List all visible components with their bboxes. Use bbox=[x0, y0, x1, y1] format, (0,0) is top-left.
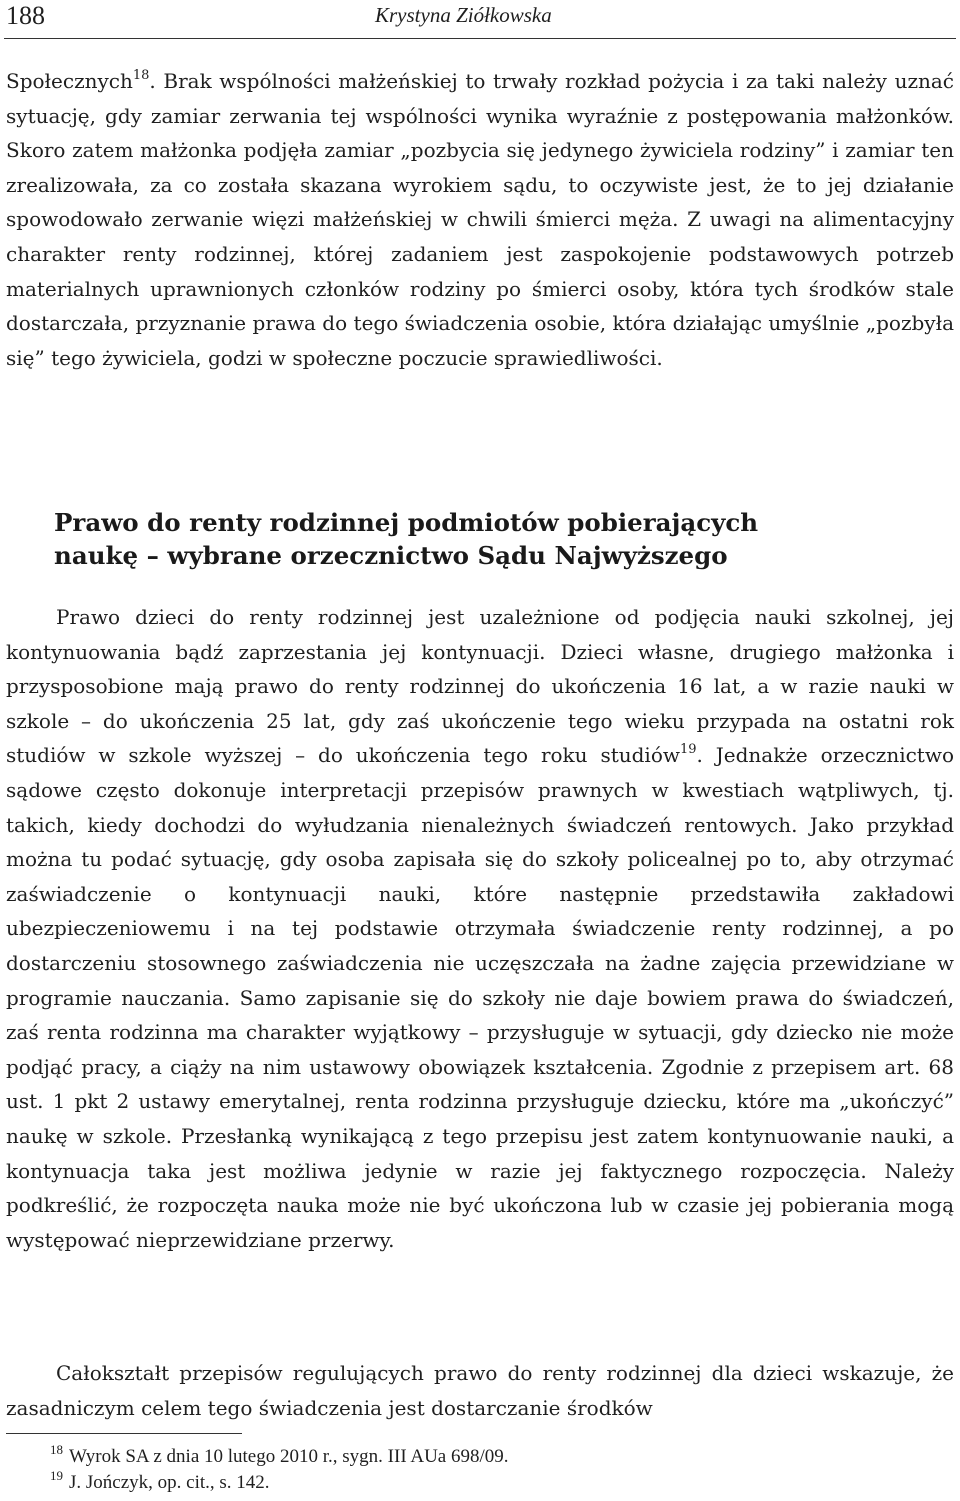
paragraph-2 bbox=[6, 600, 954, 1257]
footnote-ref-19[interactable]: 19 bbox=[679, 742, 697, 758]
page-number: 188 bbox=[6, 1, 45, 30]
footnote-18-text: Wyrok SA z dnia 10 lutego 2010 r., sygn. III AUa 698/09. bbox=[69, 1446, 509, 1467]
section-heading-line-1: Prawo do renty rodzinnej podmiotów pobierających bbox=[54, 508, 759, 537]
paragraph-1 bbox=[6, 64, 954, 375]
running-head-author: Krystyna Ziółkowska bbox=[375, 3, 552, 27]
footnote-ref-18[interactable]: 18 bbox=[132, 68, 150, 83]
footnote-18 bbox=[50, 1442, 509, 1469]
section-heading bbox=[54, 506, 934, 572]
footnote-19-text: J. Jończyk, op. cit., s. 142. bbox=[69, 1472, 270, 1493]
paragraph-1-text-b: . Brak wspólności małżeńskiej to trwały rozkład pożycia i za taki należy uznać sytuację, gdy zamiar zerwania tej wspólności wynika wyraźnie z postępowania małżonków. Skoro zatem małżonka podjęła zamiar „pozbycia się jedynego żywiciela rodziny” i zamiar ten zrealizowała, za co została skazana wyrokiem sądu, to oczywiste jest, że to jej działanie spowodowało zerwanie więzi małżeńskiej w chwili śmierci męża. Z uwagi na alimentacyjny charakter renty rodzinnej, której zadaniem jest zaspokojenie podstawowych potrzeb materialnych uprawnionych członków rodziny po śmierci osoby, która tych środków stale dostarczała, przyznanie prawa do tego świadczenia osobie, która działając umyślnie „pozbyła się” tego żywiciela, godzi w społeczne poczucie sprawiedliwości. bbox=[6, 69, 954, 370]
paragraph-3 bbox=[6, 1356, 954, 1425]
paragraph-2-text-b: . Jednakże orzecznictwo sądowe często dokonuje interpretacji przepisów prawnych w kwestiach wątpliwych, tj. takich, kiedy dochodzi do wyłudzania nienależnych świadczeń rentowych. Jako przykład można tu podać sytuację, gdy osoba zapisała się do szkoły policealnej po to, aby otrzymać zaświadczenie o kontynuacji nauki, które następnie przedstawiła zakładowi ubezpieczeniowemu i na tej podstawie otrzymała świadczenie renty rodzinnej, a po dostarczeniu stosownego zaświadczenia nie uczęszczała na żadne zajęcia przewidziane w programie nauczania. Samo zapisanie się do szkoły nie daje bowiem prawa do świadczeń, zaś renta rodzinna ma charakter wyjątkowy – przysługuje w sytuacji, gdy dziecko nie może podjąć pracy, a ciąży na nim ustawowy obowiązek kształcenia. Zgodnie z przepisem art. 68 ust. 1 pkt 2 ustawy emerytalnej, renta rodzinna przysługuje dziecku, które ma „ukończyć” naukę w szkole. Przesłanką wynikającą z tego przepisu jest zatem kontynuowanie nauki, a kontynuacja taka jest możliwa jedynie w razie jej faktycznego rozpoczęcia. Należy podkreślić, że rozpoczęta nauka może nie być ukończona lub w czasie jej pobierania mogą występować nieprzewidziane przerwy. bbox=[6, 743, 954, 1252]
paragraph-2-text-a: Prawo dzieci do renty rodzinnej jest uzależnione od podjęcia nauki szkolnej, jej kontynuowania bądź zaprzestania jej kontynuacji. Dzieci własne, drugiego małżonka i przysposobione mają prawo do renty rodzinnej do ukończenia 16 lat, a w razie nauki w szkole – do ukończenia 25 lat, gdy zaś ukończenie tego wieku przypada na ostatni rok studiów w szkole wyższej – do ukończenia tego roku studiów bbox=[6, 605, 954, 768]
paragraph-3-text: Całokształt przepisów regulujących prawo do renty rodzinnej dla dzieci wskazuje, że zasadniczym celem tego świadczenia jest dostarczanie środków bbox=[6, 1361, 954, 1420]
footnote-19-number: 19 bbox=[50, 1468, 63, 1483]
running-header bbox=[4, 0, 956, 39]
paragraph-1-text-a: Społecznych bbox=[6, 69, 133, 93]
footnote-19 bbox=[50, 1468, 270, 1495]
section-heading-line-2: naukę – wybrane orzecznictwo Sądu Najwyższego bbox=[54, 541, 728, 570]
footnote-divider bbox=[6, 1433, 242, 1434]
footnote-18-number: 18 bbox=[50, 1442, 63, 1457]
